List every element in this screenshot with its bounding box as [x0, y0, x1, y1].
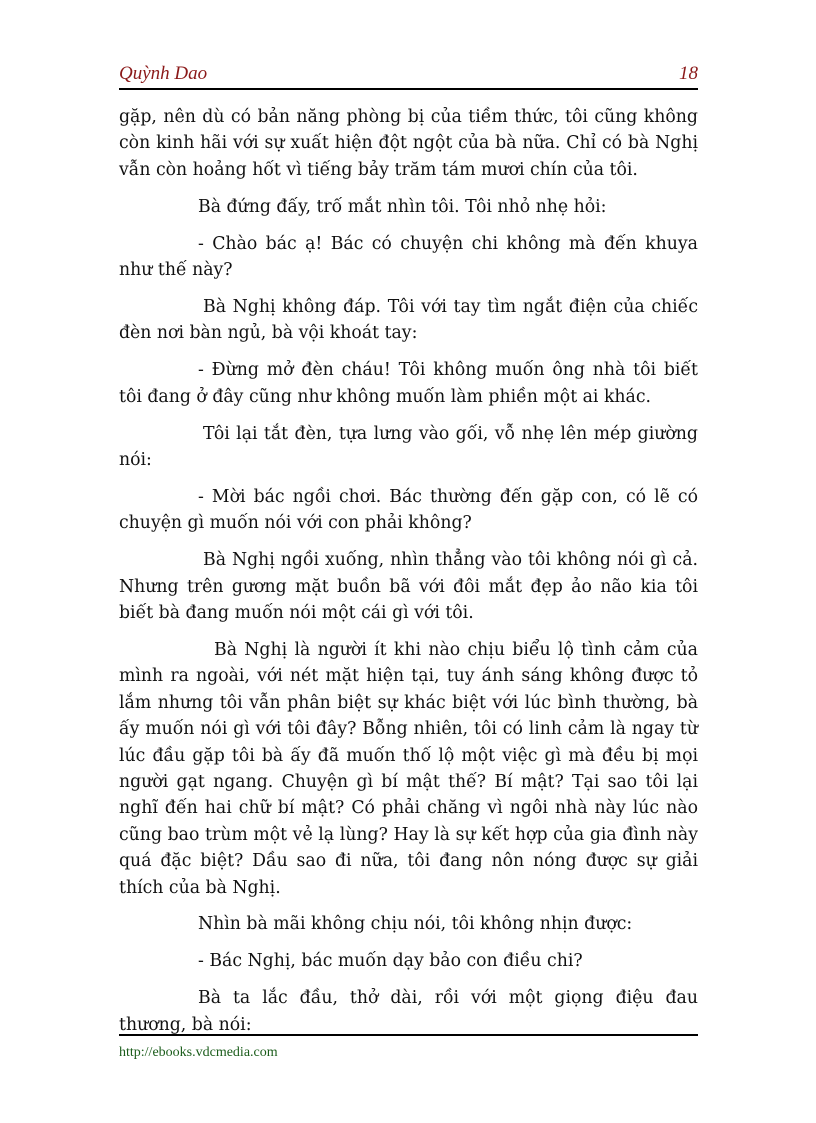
page-number: 18: [679, 63, 698, 84]
paragraph: Bà Nghị không đáp. Tôi với tay tìm ngắt điện của chiếc đèn nơi bàn ngủ, bà vội khoát tay:: [119, 296, 698, 344]
header-author: Quỳnh Dao: [119, 63, 208, 84]
paragraph: Bà đứng đấy, trố mắt nhìn tôi. Tôi nhỏ nhẹ hỏi:: [198, 196, 607, 217]
body-text: [119, 104, 698, 1049]
paragraph: Bà ta lắc đầu, thở dài, rồi với một giọng điệu đau thương, bà nói:: [119, 988, 698, 1035]
paragraph: - Chào bác ạ! Bác có chuyện chi không mà đến khuya như thế này?: [119, 233, 698, 281]
paragraph: - Đừng mở đèn cháu! Tôi không muốn ông nhà tôi biết tôi đang ở đây cũng như không muốn làm phiền một ai khác.: [119, 360, 698, 407]
footer-rule: [119, 1034, 698, 1036]
paragraph: - Mời bác ngồi chơi. Bác thường đến gặp con, có lẽ có chuyện gì muốn nói với con phải không?: [119, 486, 698, 534]
paragraph: Nhìn bà mãi không chịu nói, tôi không nhịn được:: [198, 914, 633, 935]
paragraph: Tôi lại tắt đèn, tựa lưng vào gối, vỗ nhẹ lên mép giường nói:: [119, 423, 698, 470]
paragraph: Bà Nghị là người ít khi nào chịu biểu lộ tình cảm của mình ra ngoài, với nét mặt hiện tại, tuy ánh sáng không được tỏ lắm nhưng tôi vẫn phân biệt sự khác biệt với lúc bình thường, bà ấy muốn nói gì với tôi đây? Bỗng nhiên, tôi có linh cảm là ngay từ lúc đầu gặp tôi bà ấy đã muốn thố lộ một việc gì mà đều bị mọi người gạt ngang. Chuyện gì bí mật thế? Bí mật? Tại sao tôi lại nghĩ đến hai chữ bí mật? Có phải chăng vì ngôi nhà này lúc nào cũng bao trùm một vẻ lạ lùng? Hay là sự kết hợp của gia đình này quá đặc biệt? Dầu sao đi nữa, tôi đang nôn nóng được sự giải thích của bà Nghị.: [119, 639, 698, 898]
paragraph: - Bác Nghị, bác muốn dạy bảo con điều chi?: [198, 951, 583, 972]
paragraph: gặp, nên dù có bản năng phòng bị của tiềm thức, tôi cũng không còn kinh hãi với sự xuất hiện đột ngột của bà nữa. Chỉ có bà Nghị vẫn còn hoảng hốt vì tiếng bảy trăm tám mươi chín của tôi.: [119, 107, 698, 180]
footer-url-link[interactable]: http://ebooks.vdcmedia.com: [119, 1045, 278, 1060]
page-header: [119, 62, 698, 90]
paragraph: Bà Nghị ngồi xuống, nhìn thẳng vào tôi không nói gì cả. Nhưng trên gương mặt buồn bã với đôi mắt đẹp ảo não kia tôi biết bà đang muốn nói một cái gì với tôi.: [119, 550, 698, 623]
